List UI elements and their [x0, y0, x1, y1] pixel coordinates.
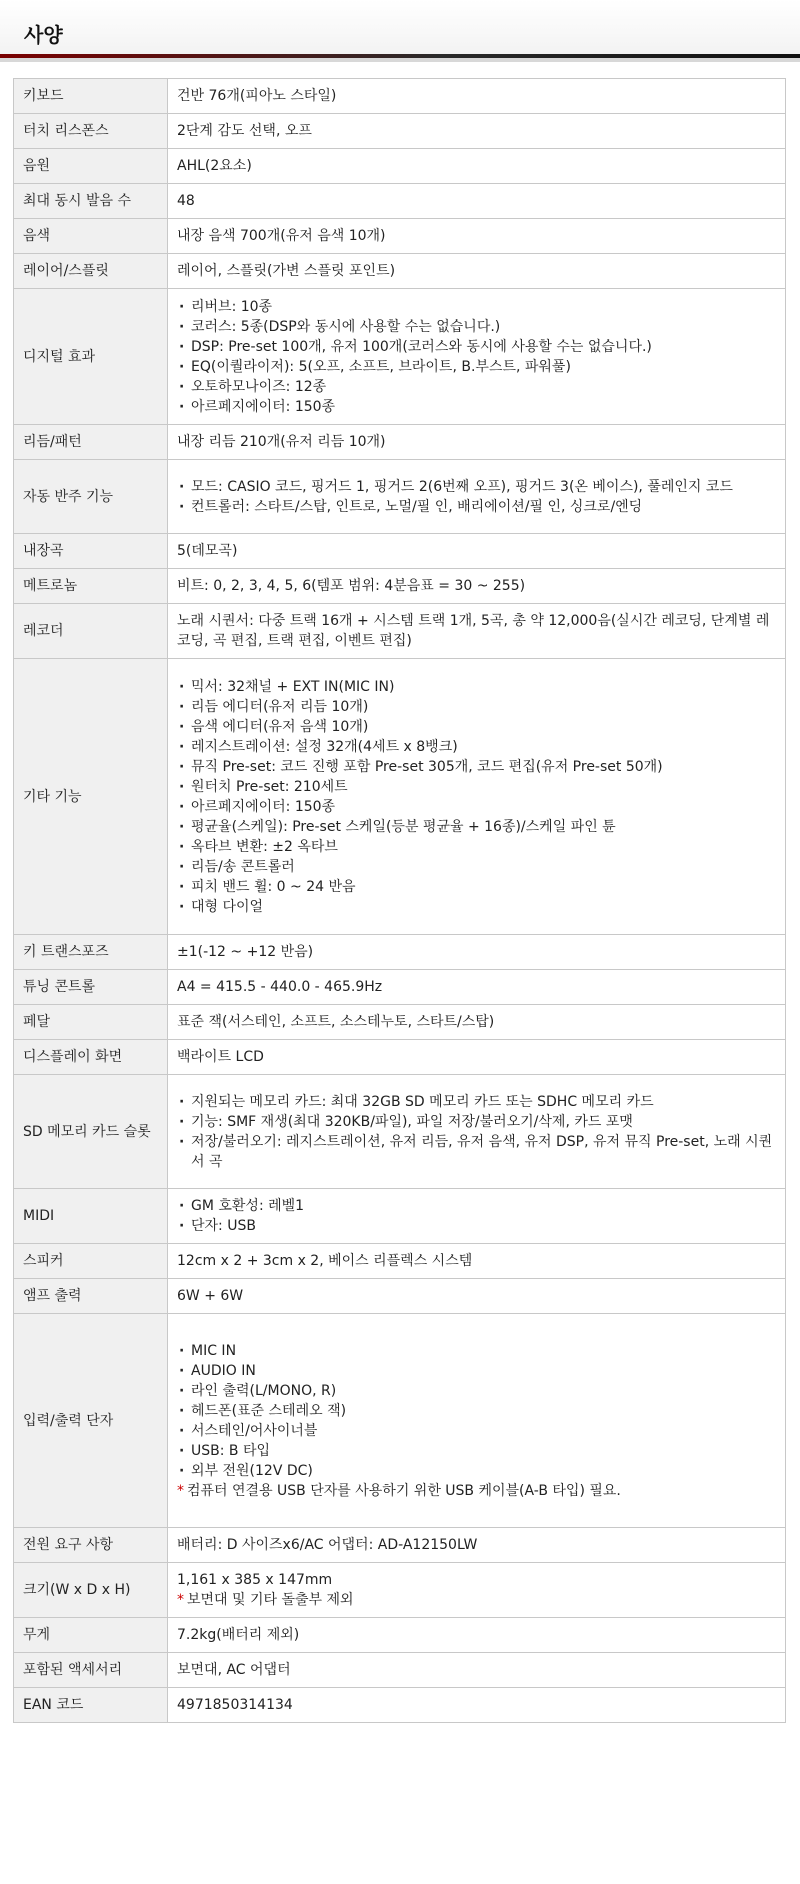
- spec-value: [168, 289, 786, 425]
- spec-value-text: 7.2kg(배터리 제외): [177, 1627, 300, 1643]
- section-title: 사양: [24, 23, 63, 47]
- list-item: · 옥타브 변환: ±2 옥타브: [177, 837, 775, 857]
- spec-value: [168, 935, 786, 970]
- spec-value-text: 12cm x 2 + 3cm x 2, 베이스 리플렉스 시스템: [177, 1253, 473, 1269]
- spec-row: [14, 149, 786, 184]
- spec-label: 디지털 효과: [14, 289, 168, 425]
- spec-value: [168, 1279, 786, 1314]
- list-item: · 대형 다이얼: [177, 897, 775, 917]
- list-item: · 라인 출력(L/MONO, R): [177, 1381, 775, 1401]
- spec-label: 입력/출력 단자: [14, 1314, 168, 1528]
- note-asterisk: *: [177, 1482, 184, 1499]
- spec-value-text: 내장 리듬 210개(유저 리듬 10개): [177, 434, 386, 450]
- spec-row: [14, 1618, 786, 1653]
- spec-row: [14, 1528, 786, 1563]
- list-item: · EQ(이퀄라이저): 5(오프, 소프트, 브라이트, B.부스트, 파워풀): [177, 357, 775, 377]
- spec-value-text: 48: [177, 193, 195, 209]
- spec-label: 앰프 출력: [14, 1279, 168, 1314]
- spec-value-text: 레이어, 스플릿(가변 스플릿 포인트): [177, 263, 396, 279]
- list-item: · 오토하모나이즈: 12종: [177, 377, 775, 397]
- spec-value: [168, 460, 786, 534]
- spec-value: [168, 1040, 786, 1075]
- list-item: · GM 호환성: 레벨1: [177, 1196, 775, 1216]
- spec-row: [14, 569, 786, 604]
- list-item: · AUDIO IN: [177, 1361, 775, 1381]
- list-item: · 음색 에디터(유저 음색 10개): [177, 717, 775, 737]
- spec-value: [168, 1075, 786, 1189]
- spec-row: [14, 460, 786, 534]
- spec-value-list: [177, 477, 775, 517]
- spec-value-text: 백라이트 LCD: [177, 1049, 264, 1065]
- spec-note: [177, 1590, 775, 1610]
- spec-label: 음원: [14, 149, 168, 184]
- spec-label: 기타 기능: [14, 659, 168, 935]
- spec-row: [14, 1314, 786, 1528]
- spec-label: 리듬/패턴: [14, 425, 168, 460]
- spec-label: 포함된 액세서리: [14, 1653, 168, 1688]
- spec-label: 디스플레이 화면: [14, 1040, 168, 1075]
- spec-value: [168, 149, 786, 184]
- list-item: · 아르페지에이터: 150종: [177, 397, 775, 417]
- spec-row: [14, 1653, 786, 1688]
- spec-value-text: 4971850314134: [177, 1697, 293, 1713]
- spec-value: [168, 114, 786, 149]
- spec-value-list: [177, 1341, 775, 1481]
- spec-value-text: 건반 76개(피아노 스타일): [177, 88, 337, 104]
- list-item: · 레지스트레이션: 설정 32개(4세트 x 8뱅크): [177, 737, 775, 757]
- spec-value-list: [177, 1092, 775, 1172]
- spec-label: 페달: [14, 1005, 168, 1040]
- list-item: · 외부 전원(12V DC): [177, 1461, 775, 1481]
- spec-value-text: 배터리: D 사이즈x6/AC 어댑터: AD-A12150LW: [177, 1537, 478, 1553]
- spec-row: [14, 79, 786, 114]
- note-asterisk: *: [177, 1592, 184, 1608]
- spec-value: [168, 1005, 786, 1040]
- list-item: · 지원되는 메모리 카드: 최대 32GB SD 메모리 카드 또는 SDHC 메모리 카드: [177, 1092, 775, 1112]
- list-item: · 컨트롤러: 스타트/스탑, 인트로, 노멀/필 인, 배리에이션/필 인, 싱크로/엔딩: [177, 497, 775, 517]
- spec-value: [168, 970, 786, 1005]
- spec-value-list: [177, 677, 775, 917]
- spec-value: [168, 1653, 786, 1688]
- spec-row: [14, 1244, 786, 1279]
- spec-value: [168, 1688, 786, 1723]
- spec-value: [168, 1528, 786, 1563]
- spec-value-text: AHL(2요소): [177, 158, 252, 174]
- spec-label: 키보드: [14, 79, 168, 114]
- spec-row: [14, 114, 786, 149]
- spec-label: 튜닝 콘트롤: [14, 970, 168, 1005]
- spec-label: 터치 리스폰스: [14, 114, 168, 149]
- spec-value-text: 표준 잭(서스테인, 소프트, 소스테누토, 스타트/스탑): [177, 1014, 495, 1030]
- list-item: · 평균율(스케일): Pre-set 스케일(등분 평균율 + 16종)/스케일 파인 튠: [177, 817, 775, 837]
- spec-value: [168, 254, 786, 289]
- spec-row: [14, 1075, 786, 1189]
- section-header: [0, 0, 800, 62]
- spec-value: [168, 604, 786, 659]
- spec-value: [168, 1314, 786, 1528]
- spec-value: [168, 184, 786, 219]
- spec-label: 크기(W x D x H): [14, 1563, 168, 1618]
- spec-value-text: 2단계 감도 선택, 오프: [177, 123, 312, 139]
- spec-row: [14, 289, 786, 425]
- spec-label: 무게: [14, 1618, 168, 1653]
- header-divider: [0, 54, 800, 58]
- list-item: · DSP: Pre-set 100개, 유저 100개(코러스와 동시에 사용할 수는 없습니다.): [177, 337, 775, 357]
- spec-row: [14, 1688, 786, 1723]
- spec-value: [168, 659, 786, 935]
- spec-value: [168, 219, 786, 254]
- spec-table-container: [13, 78, 786, 1723]
- spec-value-text: ±1(-12 ~ +12 반음): [177, 944, 314, 960]
- spec-row: [14, 659, 786, 935]
- spec-table: [13, 78, 786, 1723]
- spec-row: [14, 425, 786, 460]
- spec-row: [14, 970, 786, 1005]
- spec-label: 음색: [14, 219, 168, 254]
- spec-label: MIDI: [14, 1189, 168, 1244]
- spec-value: [168, 1618, 786, 1653]
- spec-label: EAN 코드: [14, 1688, 168, 1723]
- list-item: · 리듬 에디터(유저 리듬 10개): [177, 697, 775, 717]
- spec-value-text: 6W + 6W: [177, 1288, 244, 1304]
- spec-label: 스피커: [14, 1244, 168, 1279]
- list-item: · 뮤직 Pre-set: 코드 진행 포함 Pre-set 305개, 코드 편집(유저 Pre-set 50개): [177, 757, 775, 777]
- spec-value-text: A4 = 415.5 - 440.0 - 465.9Hz: [177, 979, 383, 995]
- spec-value-list: [177, 297, 775, 417]
- list-item: · 코러스: 5종(DSP와 동시에 사용할 수는 없습니다.): [177, 317, 775, 337]
- spec-label: 레이어/스플릿: [14, 254, 168, 289]
- spec-row: [14, 1040, 786, 1075]
- spec-row: [14, 1005, 786, 1040]
- spec-label: 전원 요구 사항: [14, 1528, 168, 1563]
- list-item: · 믹서: 32채널 + EXT IN(MIC IN): [177, 677, 775, 697]
- spec-value-text: 내장 음색 700개(유저 음색 10개): [177, 228, 386, 244]
- spec-row: [14, 219, 786, 254]
- note-text: 컴퓨터 연결용 USB 단자를 사용하기 위한 USB 케이블(A-B 타입) 필요.: [187, 1482, 621, 1499]
- list-item: · USB: B 타입: [177, 1441, 775, 1461]
- spec-label: 레코더: [14, 604, 168, 659]
- spec-row: [14, 254, 786, 289]
- spec-value-text: 5(데모곡): [177, 543, 238, 559]
- spec-value: [168, 1244, 786, 1279]
- spec-label: 자동 반주 기능: [14, 460, 168, 534]
- list-item: · 아르페지에이터: 150종: [177, 797, 775, 817]
- list-item: · 리버브: 10종: [177, 297, 775, 317]
- spec-row: [14, 604, 786, 659]
- spec-row: [14, 534, 786, 569]
- spec-value-list: [177, 1196, 775, 1236]
- spec-row: [14, 1279, 786, 1314]
- spec-value: [168, 425, 786, 460]
- spec-value: [168, 569, 786, 604]
- list-item: · 리듬/송 콘트롤러: [177, 857, 775, 877]
- list-item: · 서스테인/어사이너블: [177, 1421, 775, 1441]
- spec-note: [177, 1481, 775, 1501]
- spec-row: [14, 935, 786, 970]
- list-item: · 피치 밴드 휠: 0 ~ 24 반음: [177, 877, 775, 897]
- spec-row: [14, 1189, 786, 1244]
- list-item: · 헤드폰(표준 스테레오 잭): [177, 1401, 775, 1421]
- spec-table-body: [14, 79, 786, 1723]
- spec-value-text: 1,161 x 385 x 147mm: [177, 1572, 333, 1588]
- spec-label: 내장곡: [14, 534, 168, 569]
- list-item: · 기능: SMF 재생(최대 320KB/파일), 파일 저장/불러오기/삭제, 카드 포맷: [177, 1112, 775, 1132]
- list-item: · 모드: CASIO 코드, 핑거드 1, 핑거드 2(6번째 오프), 핑거드 3(온 베이스), 풀레인지 코드: [177, 477, 775, 497]
- list-item: · 원터치 Pre-set: 210세트: [177, 777, 775, 797]
- spec-value-text: 노래 시퀀서: 다중 트랙 16개 + 시스템 트랙 1개, 5곡, 총 약 12,000음(실시간 레코딩, 단계별 레코딩, 곡 편집, 트랙 편집, 이벤트 편집): [177, 613, 770, 649]
- spec-value: [168, 79, 786, 114]
- note-text: 보면대 및 기타 돌출부 제외: [187, 1592, 354, 1608]
- list-item: · 저장/불러오기: 레지스트레이션, 유저 리듬, 유저 음색, 유저 DSP, 유저 뮤직 Pre-set, 노래 시퀀서 곡: [177, 1132, 775, 1172]
- spec-row: [14, 184, 786, 219]
- spec-value-text: 보면대, AC 어댑터: [177, 1662, 291, 1678]
- list-item: · 단자: USB: [177, 1216, 775, 1236]
- spec-label: 최대 동시 발음 수: [14, 184, 168, 219]
- spec-value: [168, 1563, 786, 1618]
- spec-label: 메트로놈: [14, 569, 168, 604]
- spec-label: 키 트랜스포즈: [14, 935, 168, 970]
- list-item: · MIC IN: [177, 1341, 775, 1361]
- spec-label: SD 메모리 카드 슬롯: [14, 1075, 168, 1189]
- spec-row: [14, 1563, 786, 1618]
- spec-value: [168, 534, 786, 569]
- spec-value-text: 비트: 0, 2, 3, 4, 5, 6(템포 범위: 4분음표 = 30 ~ 255): [177, 578, 526, 594]
- spec-value: [168, 1189, 786, 1244]
